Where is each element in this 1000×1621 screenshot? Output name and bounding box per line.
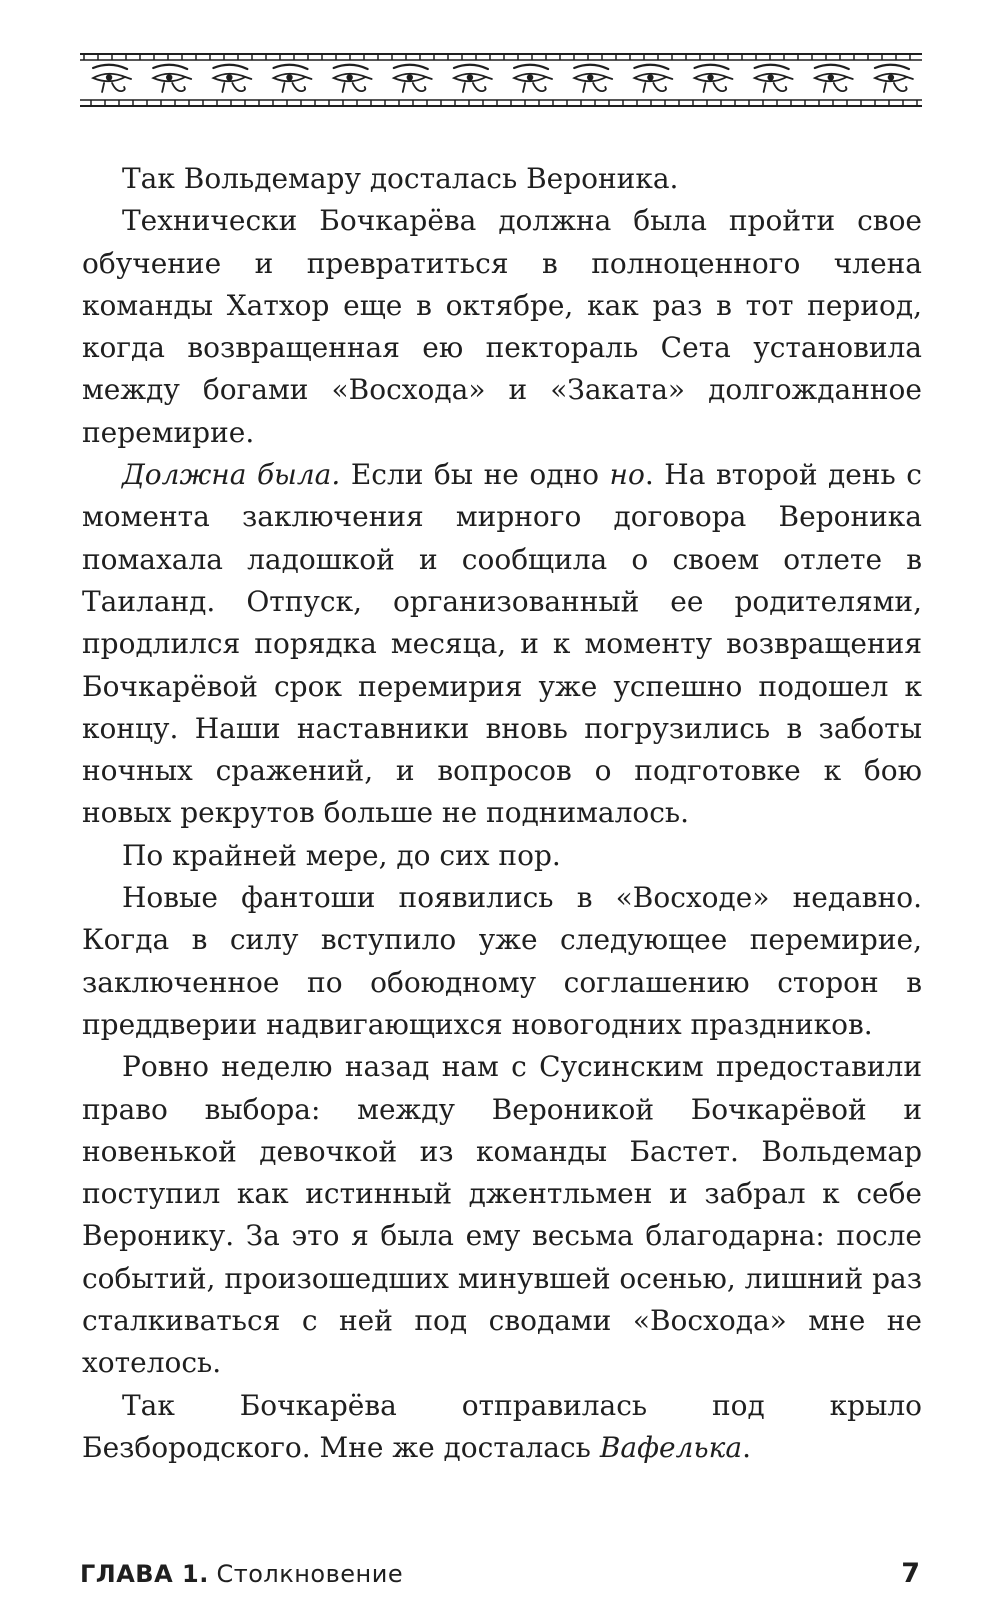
- paragraph: [82, 158, 922, 200]
- text-run: Технически Бочкарёва должна была пройти свое обучение и превратиться в полноценного члена команды Хатхор еще в октябре, как раз в тот период, когда возвращенная ею пектораль Сета установила между богами «Восхода» и «Заката» долгожданное перемирие.: [82, 204, 922, 449]
- page-text: [82, 158, 922, 1469]
- text-run: Так Вольдемару досталась Вероника.: [122, 162, 679, 195]
- chapter-title: Столкновение: [216, 1560, 404, 1588]
- eye-of-horus-icon: [695, 65, 733, 92]
- paragraph: [82, 877, 922, 1046]
- eye-of-horus-icon: [274, 65, 312, 92]
- page-number: 7: [901, 1558, 920, 1589]
- paragraph: [82, 835, 922, 877]
- paragraph: [82, 454, 922, 835]
- text-run: . На второй день с момента заключения мирного договора Вероника помахала ладошкой и сообщила о своем отлете в Таиланд. Отпуск, организованный ее родителями, продлился порядка месяца, и к моменту возвращения Бочкарёвой срок перемирия уже успешно подошел к концу. Наши наставники вновь погрузились в заботы ночных сражений, и вопросов о подготовке к бою новых рекрутов больше не поднималось.: [82, 458, 922, 830]
- text-run: Так Бочкарёва отправилась под крыло Безбородского. Мне же досталась: [82, 1388, 922, 1464]
- chapter-label: ГЛАВА 1.: [80, 1560, 209, 1588]
- text-run: По крайней мере, до сих пор.: [122, 838, 561, 872]
- eye-of-horus-icon: [875, 65, 913, 92]
- eye-of-horus-icon: [815, 65, 853, 92]
- eye-of-horus-icon: [153, 65, 191, 92]
- eye-of-horus-icon: [574, 65, 612, 92]
- eye-of-horus-icon: [394, 65, 432, 92]
- text-run: Новые фантоши появились в «Восходе» недавно. Когда в силу вступило уже следующее перемирие, заключенное по обоюдному соглашению сторон в преддверии надвигающихся новогодних праздников.: [82, 881, 922, 1041]
- paragraph: [82, 200, 922, 454]
- header-ornament: [80, 52, 922, 108]
- eye-of-horus-icon: [334, 65, 372, 92]
- italic-text: но: [609, 458, 645, 492]
- eye-of-horus-icon: [454, 65, 492, 92]
- text-run: Если бы не одно: [340, 458, 610, 492]
- eye-of-horus-icon: [634, 65, 672, 92]
- paragraph: [82, 1046, 922, 1384]
- running-head: [80, 1560, 403, 1588]
- eye-of-horus-icon: [755, 65, 793, 92]
- eye-of-horus-icon: [93, 65, 131, 92]
- italic-text: Должна была.: [122, 458, 341, 492]
- text-run: .: [742, 1430, 751, 1464]
- eye-of-horus-icon: [514, 65, 552, 92]
- ornament-band: [80, 52, 922, 108]
- paragraph: [82, 1385, 922, 1470]
- text-run: Ровно неделю назад нам с Сусинским предоставили право выбора: между Вероникой Бочкарёвой и новенькой девочкой из команды Бастет. Вольдемар поступил как истинный джентльмен и забрал к себе Веронику. За это я была ему весьма благодарна: после событий, произошедших минувшей осенью, лишний раз сталкиваться с ней под сводами «Восхода» мне не хотелось.: [82, 1050, 922, 1380]
- page-footer: [80, 1560, 922, 1596]
- eye-of-horus-icon: [213, 65, 251, 92]
- italic-text: Вафелька: [599, 1430, 743, 1464]
